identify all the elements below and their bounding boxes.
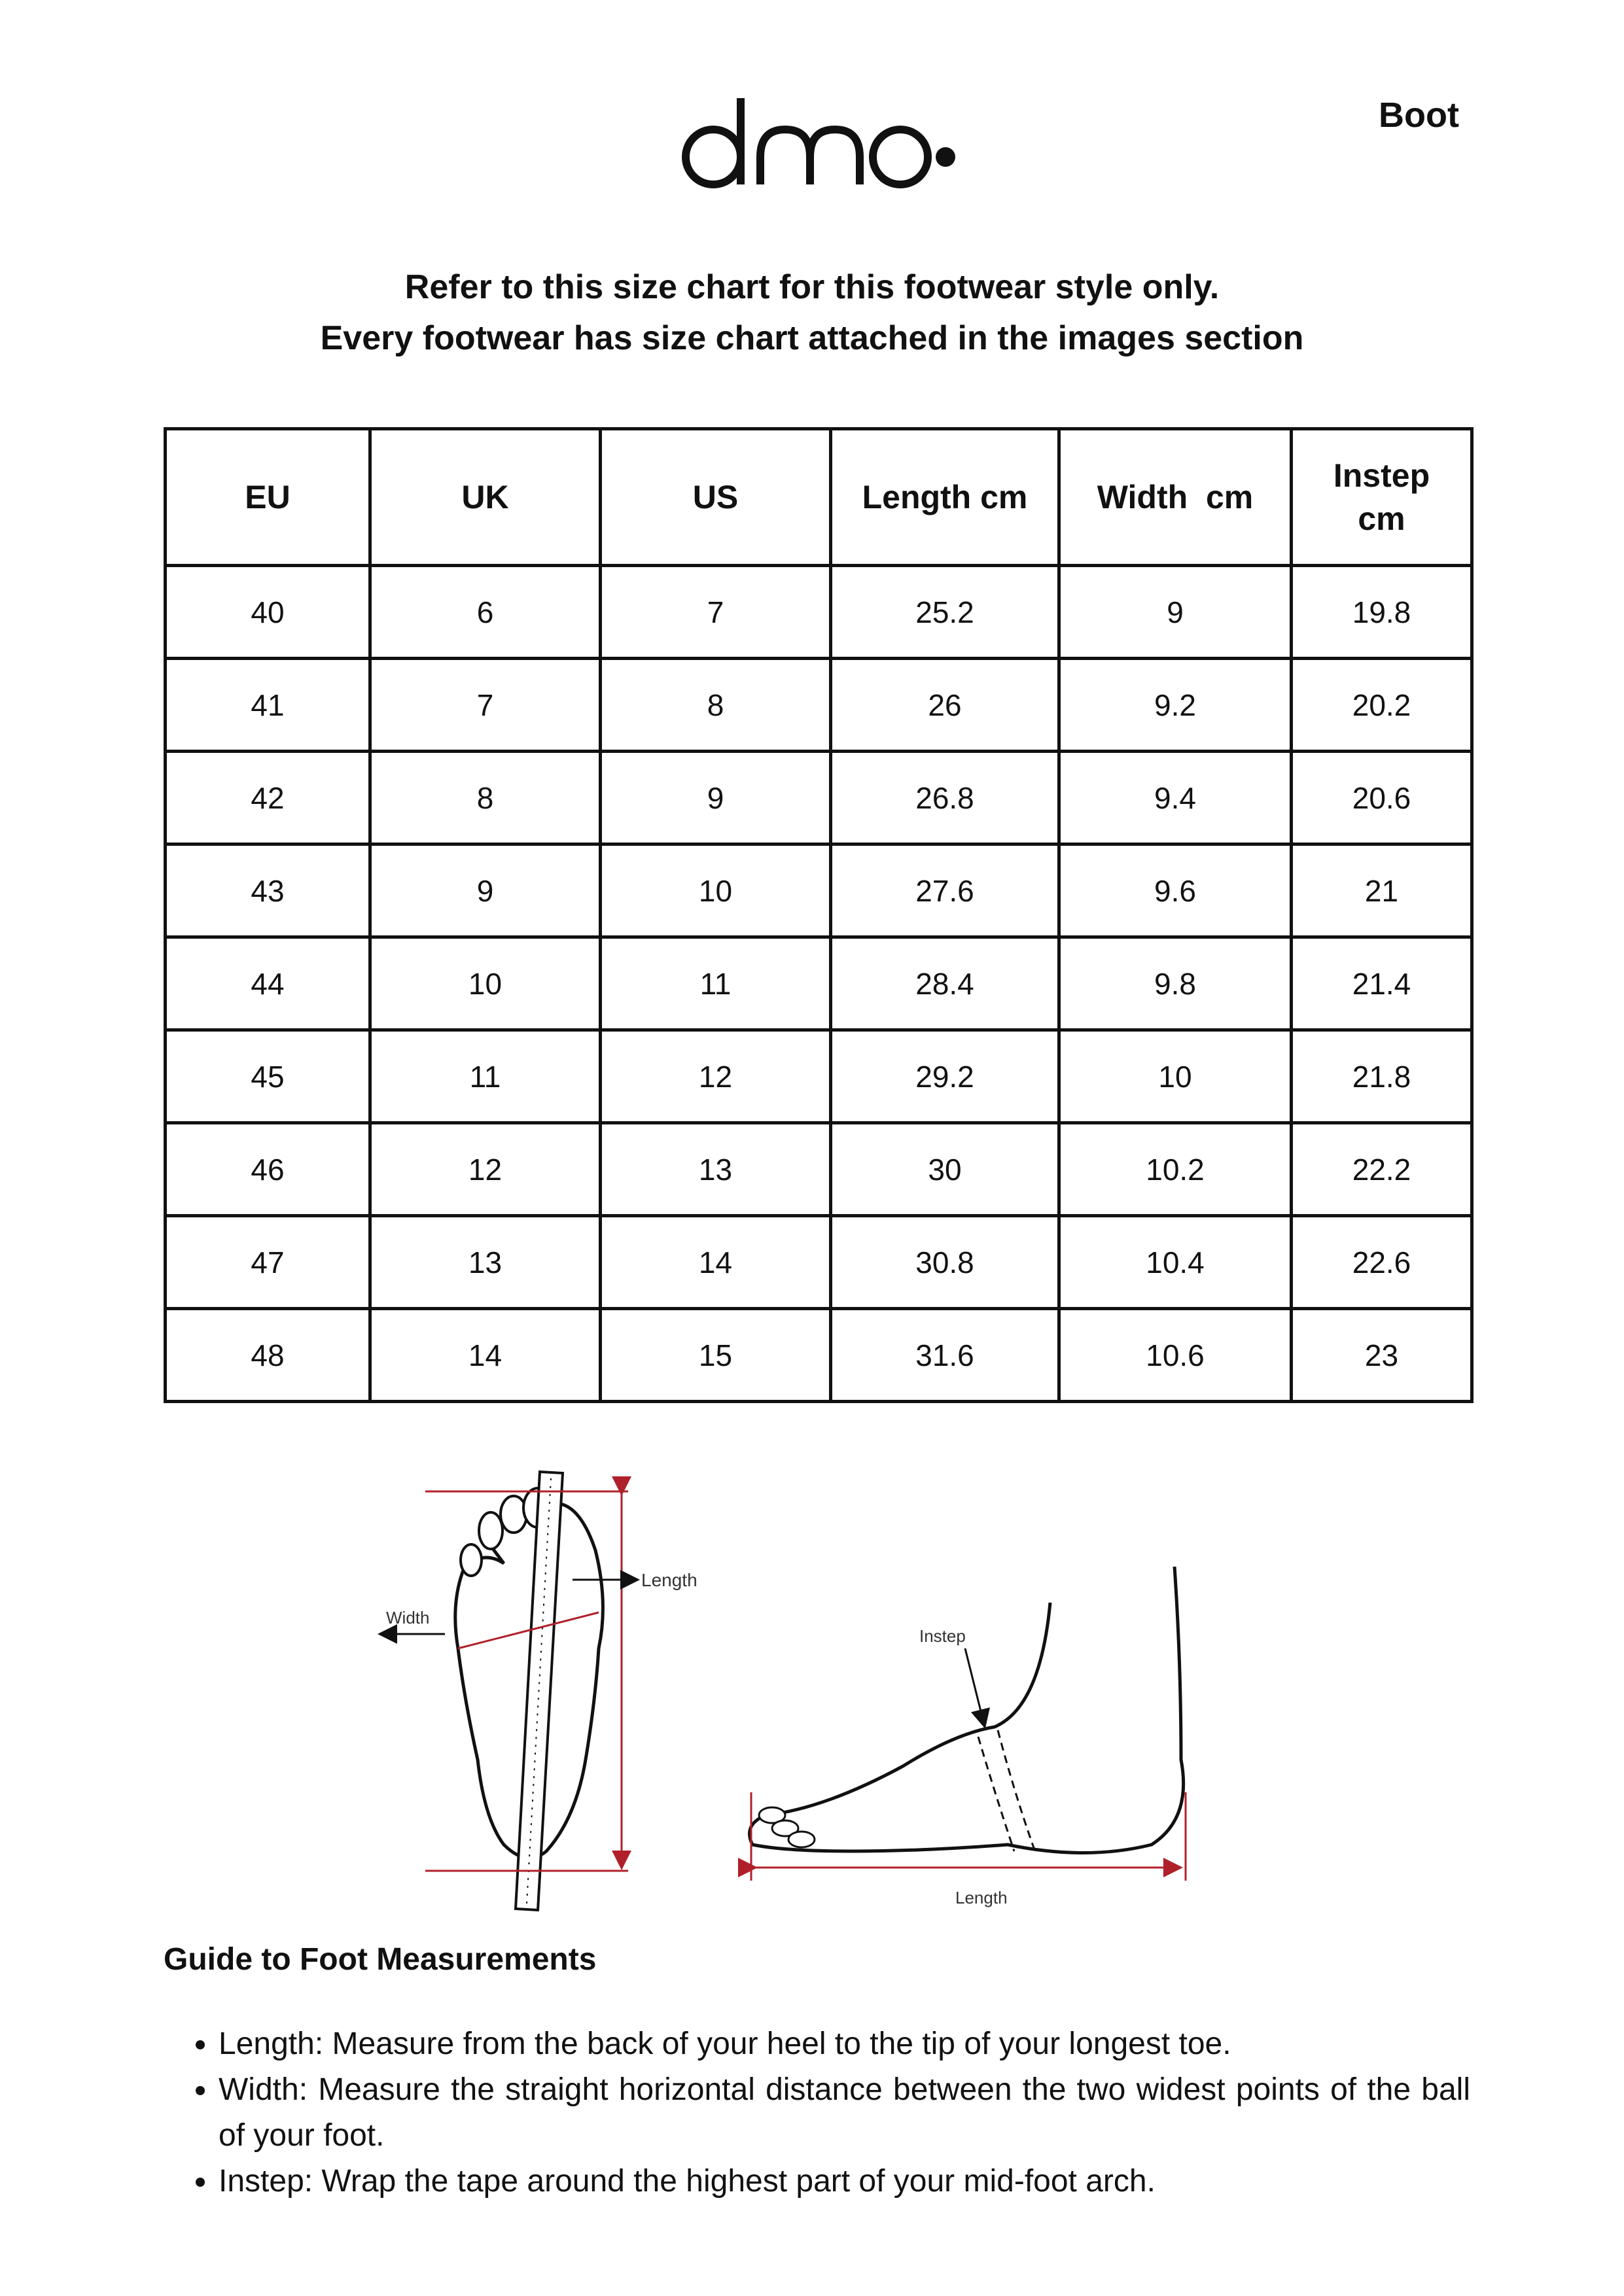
cell-instep: 19.8 <box>1292 566 1472 659</box>
cell-eu: 44 <box>166 937 370 1030</box>
intro-line-1: Refer to this size chart for this footwear style only. <box>404 268 1220 306</box>
guide-item-width: • Width: Measure the straight horizontal distance between the two widest points of the ball of your foot. <box>219 2067 1470 2159</box>
cell-eu: 42 <box>166 752 370 844</box>
header-us: US <box>601 429 831 566</box>
cell-eu: 48 <box>166 1309 370 1402</box>
cell-width: 10.4 <box>1059 1216 1292 1309</box>
cell-eu: 40 <box>166 566 370 659</box>
table-row <box>166 659 1472 752</box>
header-instep: Instep cm <box>1292 429 1472 566</box>
sole-width-label: Width <box>386 1608 430 1627</box>
header-eu: EU <box>166 429 370 566</box>
cell-uk: 10 <box>370 937 601 1030</box>
cell-eu: 47 <box>166 1216 370 1309</box>
header-row <box>166 429 1472 566</box>
guide-title: Guide to Foot Measurements <box>164 1942 597 1977</box>
size-chart-table <box>164 427 1474 1403</box>
cell-uk: 9 <box>370 844 601 937</box>
table-row <box>166 566 1472 659</box>
table-row <box>166 1216 1472 1309</box>
cell-length: 29.2 <box>831 1030 1059 1123</box>
cell-us: 12 <box>601 1030 831 1123</box>
cell-us: 13 <box>601 1123 831 1216</box>
cell-width: 10.2 <box>1059 1123 1292 1216</box>
cell-uk: 12 <box>370 1123 601 1216</box>
cell-eu: 43 <box>166 844 370 937</box>
header-uk: UK <box>370 429 601 566</box>
cell-instep: 21.8 <box>1292 1030 1472 1123</box>
cell-us: 8 <box>601 659 831 752</box>
cell-uk: 11 <box>370 1030 601 1123</box>
cell-eu: 46 <box>166 1123 370 1216</box>
cell-width: 10 <box>1059 1030 1292 1123</box>
guide-item-length: • Length: Measure from the back of your heel to the tip of your longest toe. <box>219 2021 1470 2067</box>
cell-length: 30.8 <box>831 1216 1059 1309</box>
side-length-label: Length <box>955 1888 1008 1907</box>
table-row <box>166 844 1472 937</box>
cell-uk: 8 <box>370 752 601 844</box>
cell-width: 9.6 <box>1059 844 1292 937</box>
cell-us: 14 <box>601 1216 831 1309</box>
cell-instep: 21.4 <box>1292 937 1472 1030</box>
table-row <box>166 937 1472 1030</box>
intro-line-2: Every footwear has size chart attached in the images section <box>320 319 1304 357</box>
cell-us: 7 <box>601 566 831 659</box>
foot-measurement-illustration <box>366 1452 1296 1936</box>
guide-list <box>164 2021 1470 2204</box>
cell-instep: 22.2 <box>1292 1123 1472 1216</box>
cell-length: 30 <box>831 1123 1059 1216</box>
cell-length: 26.8 <box>831 752 1059 844</box>
cell-width: 9.8 <box>1059 937 1292 1030</box>
intro-text <box>0 262 1624 364</box>
table-row <box>166 1030 1472 1123</box>
cell-instep: 21 <box>1292 844 1472 937</box>
product-type-label: Boot <box>1379 96 1459 135</box>
cell-uk: 6 <box>370 566 601 659</box>
table-row <box>166 1309 1472 1402</box>
guide-item-instep: • Instep: Wrap the tape around the highest part of your mid-foot arch. <box>219 2159 1470 2204</box>
table-row <box>166 1123 1472 1216</box>
cell-us: 11 <box>601 937 831 1030</box>
cell-us: 15 <box>601 1309 831 1402</box>
sole-length-label: Length <box>641 1570 697 1590</box>
foot-side-drawing <box>750 1567 1184 1853</box>
cell-length: 25.2 <box>831 566 1059 659</box>
cell-length: 28.4 <box>831 937 1059 1030</box>
cell-uk: 14 <box>370 1309 601 1402</box>
cell-uk: 7 <box>370 659 601 752</box>
cell-eu: 41 <box>166 659 370 752</box>
cell-us: 9 <box>601 752 831 844</box>
cell-instep: 20.2 <box>1292 659 1472 752</box>
cell-instep: 20.6 <box>1292 752 1472 844</box>
side-instep-label: Instep <box>919 1626 966 1646</box>
cell-width: 9.2 <box>1059 659 1292 752</box>
cell-length: 26 <box>831 659 1059 752</box>
brand-logo <box>680 92 955 196</box>
table-row <box>166 752 1472 844</box>
cell-width: 10.6 <box>1059 1309 1292 1402</box>
cell-eu: 45 <box>166 1030 370 1123</box>
cell-width: 9 <box>1059 566 1292 659</box>
cell-us: 10 <box>601 844 831 937</box>
cell-uk: 13 <box>370 1216 601 1309</box>
header-width: Width cm <box>1059 429 1292 566</box>
cell-length: 31.6 <box>831 1309 1059 1402</box>
cell-length: 27.6 <box>831 844 1059 937</box>
cell-instep: 22.6 <box>1292 1216 1472 1309</box>
header-length: Length cm <box>831 429 1059 566</box>
cell-instep: 23 <box>1292 1309 1472 1402</box>
cell-width: 9.4 <box>1059 752 1292 844</box>
